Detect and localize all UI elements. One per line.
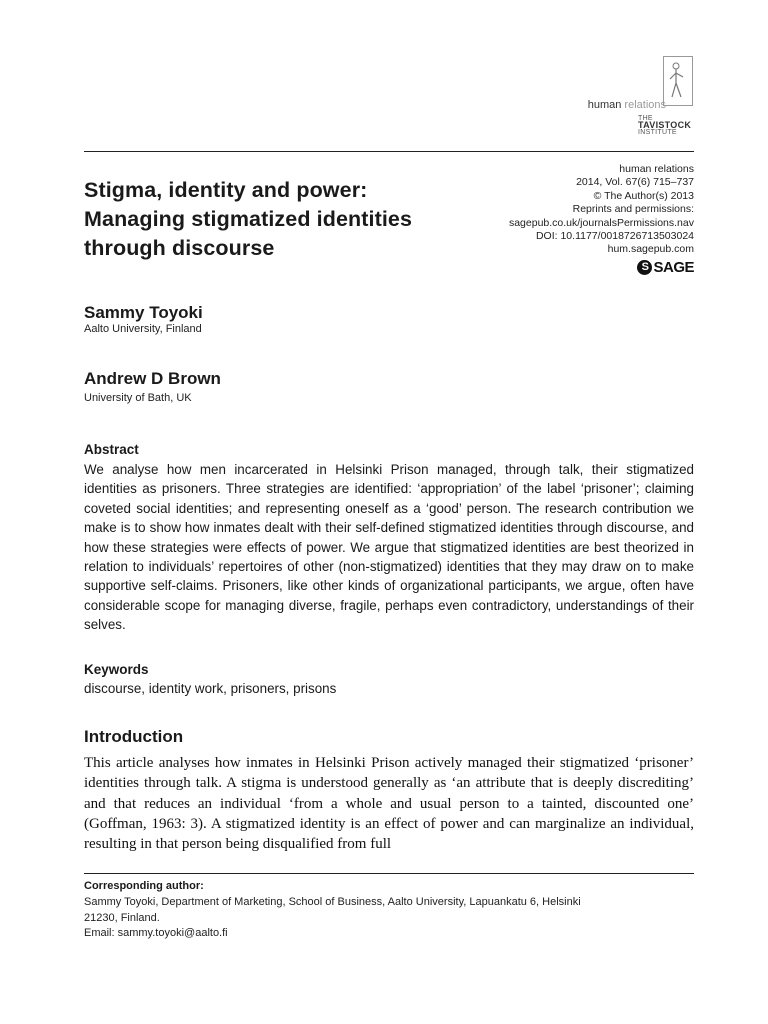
meta-permissions-link[interactable]: sagepub.co.uk/journalsPermissions.nav: [508, 216, 694, 229]
sage-logo: [509, 260, 694, 275]
publication-meta: [509, 163, 694, 275]
title-line-3: through discourse: [84, 236, 275, 260]
journal-wordmark: [588, 99, 666, 111]
corresponding-email[interactable]: Email: sammy.toyoki@aalto.fi: [84, 927, 228, 939]
corresponding-line-2: 21230, Finland.: [84, 911, 160, 924]
meta-copyright: © The Author(s) 2013: [593, 189, 694, 202]
meta-volume: 2014, Vol. 67(6) 715–737: [576, 176, 694, 189]
meta-doi[interactable]: DOI: 10.1177/0018726713503024: [535, 230, 694, 243]
title-line-1: Stigma, identity and power:: [84, 178, 368, 202]
author-affiliation: University of Bath, UK: [84, 392, 192, 404]
tavistock-line2: TAVISTOCK: [638, 120, 692, 130]
keywords-text: discourse, identity work, prisoners, prisons: [84, 681, 337, 696]
sage-wordmark: SAGE: [653, 258, 694, 276]
header-rule: [84, 151, 694, 152]
tavistock-logo: [638, 115, 698, 136]
corresponding-line-1: Sammy Toyoki, Department of Marketing, School of Business, Aalto University, Lapuankatu 6, Helsinki: [84, 896, 581, 908]
abstract-heading: Abstract: [84, 442, 139, 457]
tavistock-line3: INSTITUTE: [638, 129, 677, 136]
tavistock-line1: THE: [638, 115, 653, 122]
author-affiliation: Aalto University, Finland: [84, 323, 202, 335]
journal-wordmark-dark: human: [587, 99, 622, 111]
author-name: Sammy Toyoki: [84, 303, 203, 322]
meta-site-link[interactable]: hum.sagepub.com: [607, 243, 694, 256]
journal-logo-figure: [663, 56, 693, 106]
corresponding-author-details: [84, 895, 694, 942]
introduction-text: This article analyses how inmates in Helsinki Prison actively managed their stigmatized ‘prisoner’ identities through talk. A stigma is understood generally as ‘an attribute that is deeply discrediting’ and that reduces an individual ‘from a whole and usual person to a tainted, discounted one’ (Goffman, 1963: 3). A stigmatized identity is an effect of power and can marginalize an individual, resulting in that person being disqualified from full: [84, 755, 694, 853]
meta-reprints: Reprints and permissions:: [572, 203, 694, 216]
corresponding-author-heading: Corresponding author:: [84, 880, 204, 892]
journal-wordmark-light: relations: [624, 99, 666, 111]
keywords-heading: Keywords: [84, 662, 149, 677]
footnote-rule: [84, 873, 694, 874]
sage-circle-icon: S: [637, 260, 652, 275]
meta-journal: human relations: [619, 163, 694, 175]
author-name: Andrew D Brown: [84, 369, 221, 388]
figure-icon: [664, 57, 692, 105]
introduction-heading: Introduction: [84, 727, 184, 746]
article-title: [84, 176, 484, 263]
abstract-text: We analyse how men incarcerated in Helsinki Prison managed, through talk, their stigmatized identities as prisoners. Three strategies are identified: ‘appropriation’ of the label ‘prisoner’; claiming coveted social identities; and representing oneself as a ‘good’ person. The research contribution we make is to show how inmates dealt with their self-defined stigmatized identities through discourse, and how these strategies were effects of power. We argue that stigmatized identities are best theorized in relation to individuals’ repertoires of other (non-stigmatized) identities that they may draw on to make supportive self-claims. Prisoners, like other kinds of organizational participants, we argue, often have considerable scope for managing diverse, fragile, perhaps even contradictory, understandings of their selves.: [84, 462, 694, 633]
title-line-2: Managing stigmatized identities: [84, 207, 413, 231]
